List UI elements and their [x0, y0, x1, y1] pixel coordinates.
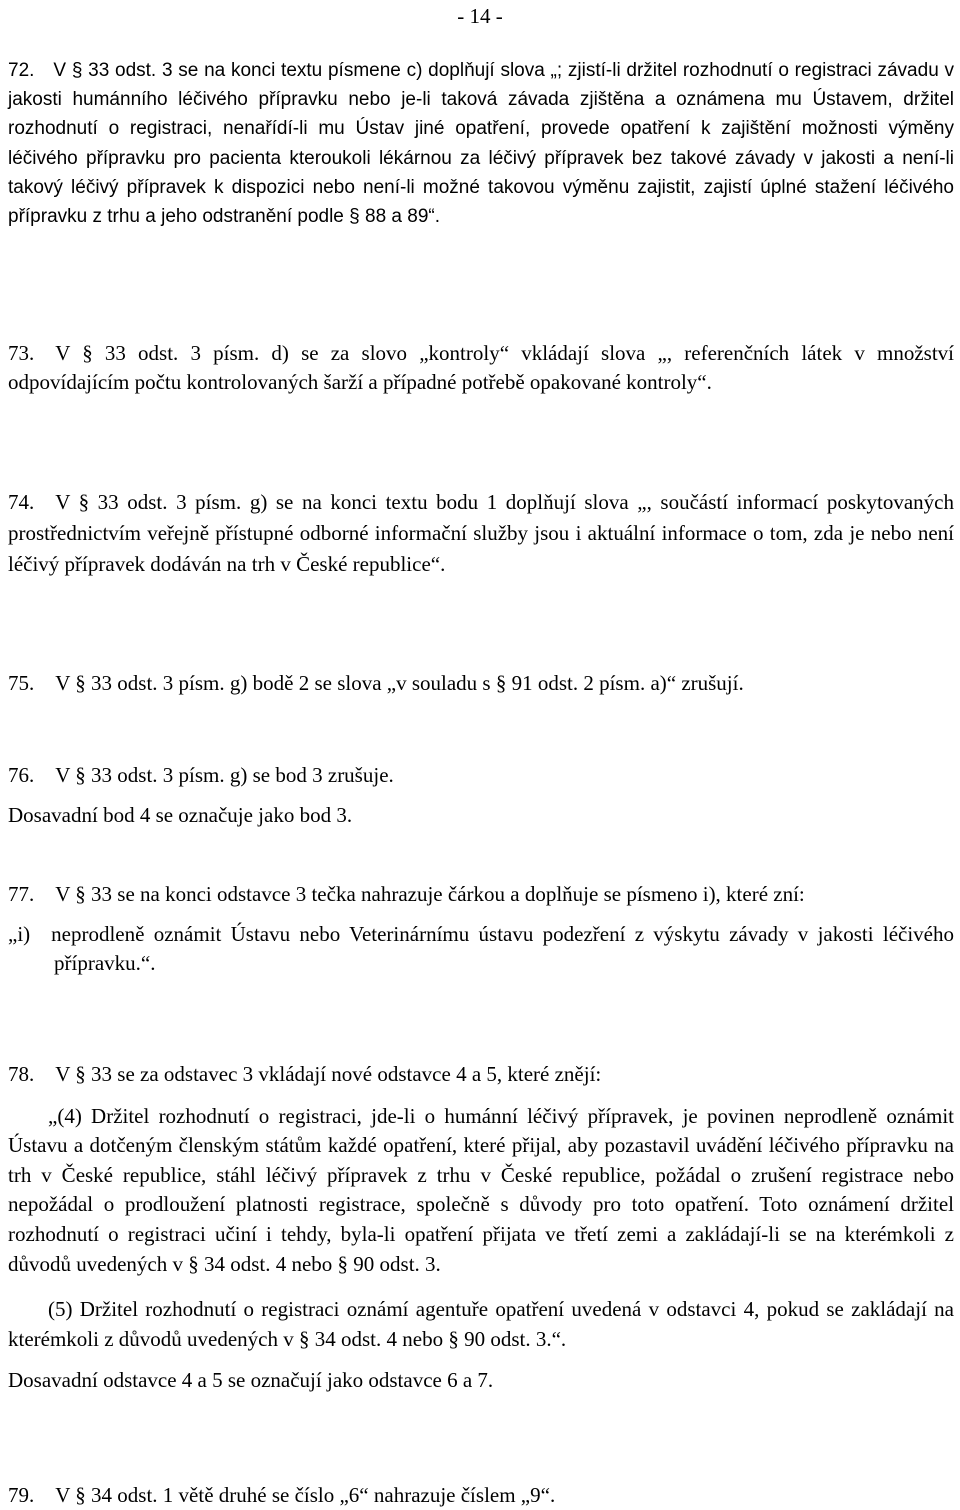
- page-number: - 14 -: [457, 4, 503, 28]
- item-74: [8, 487, 954, 579]
- item-74-text: 74. V § 33 odst. 3 písm. g) se na konci textu bodu 1 doplňují slova „, součástí informací poskytovaných prostřednictvím veřejně přístupné odborné informační služby jsou i aktuální informace o tom, zda je nebo není léčivý přípravek dodáván na trh v České republice“.: [8, 490, 954, 576]
- item-76-note: Dosavadní bod 4 se označuje jako bod 3.: [8, 803, 353, 827]
- item-76: [8, 760, 954, 830]
- item-78: [8, 1060, 954, 1396]
- item-73-text: 73. V § 33 odst. 3 písm. d) se za slovo „kontroly“ vkládají slova „, referenčních látek v množství odpovídajícím počtu kontrolovaných šarží a případné potřebě opakované kontroly“.: [8, 341, 954, 394]
- item-78-text: 78. V § 33 se za odstavec 3 vkládají nové odstavce 4 a 5, které znějí:: [8, 1062, 602, 1086]
- item-76-text: 76. V § 33 odst. 3 písm. g) se bod 3 zrušuje.: [8, 763, 394, 787]
- item-75-text: 75. V § 33 odst. 3 písm. g) bodě 2 se slova „v souladu s § 91 odst. 2 písm. a)“ zrušují.: [8, 671, 744, 695]
- item-79-text: 79. V § 34 odst. 1 větě druhé se číslo „6“ nahrazuje číslem „9“.: [8, 1483, 556, 1507]
- item-77-letter-i: „i) neprodleně oznámit Ústavu nebo Veterinárnímu ústavu podezření z výskytu závady v jakosti léčivého přípravku.“.: [8, 921, 954, 976]
- item-79: [8, 1480, 954, 1510]
- item-77: [8, 880, 954, 979]
- item-73: [8, 339, 954, 396]
- item-72-text: 72. V § 33 odst. 3 se na konci textu písmene c) doplňují slova „; zjistí-li držitel rozhodnutí o registraci závadu v jakosti humánního léčivého přípravku nebo je-li taková závada zjištěna a oznámena mu Ústavem, držitel rozhodnutí o registraci, nenařídí-li mu Ústav jiné opatření, provede opatření k zajištění možnosti výměny léčivého přípravku pro pacienta kteroukoli lékárnou za léčivý přípravek bez takové závady v jakosti a není-li takový léčivý přípravek k dispozici nebo není-li možné takovou výměnu zajistit, zajistí úplné stažení léčivého přípravku z trhu a jeho odstranění podle § 88 a 89“.: [8, 60, 954, 228]
- item-77-text: 77. V § 33 se na konci odstavce 3 tečka nahrazuje čárkou a doplňuje se písmeno i), které zní:: [8, 882, 805, 906]
- item-78-para-4: „(4) Držitel rozhodnutí o registraci, jde-li o humánní léčivý přípravek, je povinen neprodleně oznámit Ústavu a dotčeným členským státům každé opatření, které přijal, aby pozastavil uvádění léčivého přípravku na trh v České republice, stáhl léčivý přípravek z trhu v České republice, požádal o zrušení registrace nebo nepožádal o prodloužení platnosti registrace, společně s důvody pro toto opatření. Toto oznámení držitel rozhodnutí o registraci učiní i tehdy, byla-li opatření přijata ve třetí zemi a zakládají-li se na kterémkoli z důvodů uvedených v § 34 odst. 4 nebo § 90 odst. 3.: [8, 1103, 954, 1276]
- item-78-para-5: (5) Držitel rozhodnutí o registraci oznámí agentuře opatření uvedená v odstavci 4, pokud se zakládají na kterémkoli z důvodů uvedených v § 34 odst. 4 nebo § 90 odst. 3.“.: [8, 1297, 954, 1351]
- item-75: [8, 668, 954, 698]
- item-72: [8, 56, 954, 231]
- item-78-note: Dosavadní odstavce 4 a 5 se označují jako odstavce 6 a 7.: [8, 1368, 494, 1393]
